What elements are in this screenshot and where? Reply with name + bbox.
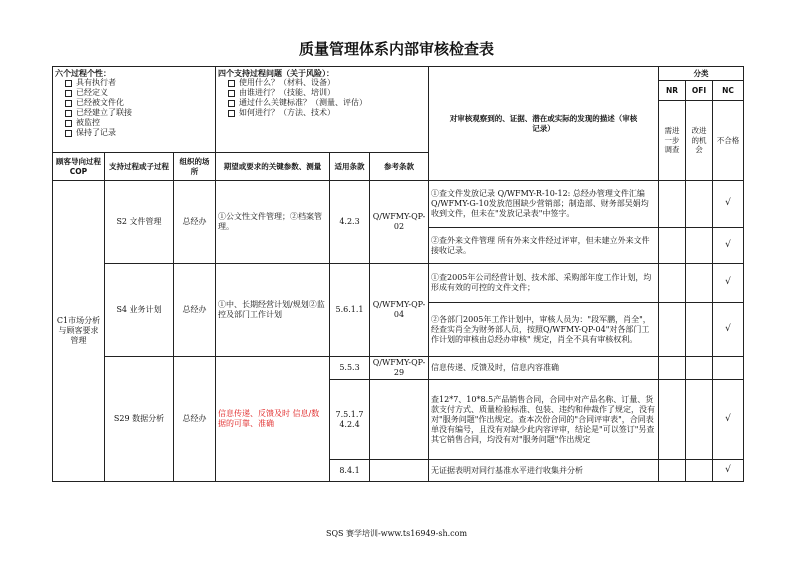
class-desc-nr: 需进一步调查 [659,101,686,181]
process-traits-heading: 六个过程个性： [55,68,111,78]
checkbox-icon[interactable] [228,110,235,117]
ref-cell: Q/WFMY-QP-02 [370,181,429,264]
clause-cell: 5.6.1.1 [330,264,370,357]
nr-cell [659,303,686,357]
findings-header: 对审核观察到的、证据、潜在或实际的发现的描述（审核记录） [429,67,659,181]
question-item: 使用什么？（材料、设备） [239,78,336,87]
question-item: 由谁进行？（技能、培训） [239,88,336,97]
nc-checkmark: √ [713,264,744,303]
checkbox-icon[interactable] [65,100,72,107]
support-process-cell: S4 业务计划 [105,264,174,357]
col-header-dept: 组织的场所 [174,153,216,181]
support-process-cell: S2 文件管理 [105,181,174,264]
ofi-cell [686,380,713,460]
params-cell: ①中、长期经营计划/规划②监控及部门工作计划 [216,264,330,357]
ofi-cell [686,264,713,303]
ofi-cell [686,181,713,228]
nr-cell [659,264,686,303]
table-row [53,357,744,380]
ref-cell [370,460,429,482]
nc-checkmark: √ [713,228,744,264]
nc-cell [713,357,744,380]
class-code-nc: NC [713,81,744,101]
ofi-cell [686,303,713,357]
finding-cell: 无证据表明对同行基准水平进行收集并分析 [429,460,659,482]
dept-cell: 总经办 [174,357,216,482]
col-header-ref: 参考条款 [370,153,429,181]
cop-cell: C1市场分析与顾客要求管理 [53,181,105,482]
table-row [53,181,744,228]
trait-item: 已经被文件化 [76,98,124,107]
footer-text: SQS 赛学培训-www.ts16949-sh.com [325,529,468,538]
dept-cell: 总经办 [174,181,216,264]
dept-cell: 总经办 [174,264,216,357]
trait-item: 已经建立了联接 [76,108,132,117]
col-header-cop: 顾客导向过程 COP [53,153,105,181]
ofi-cell [686,460,713,482]
finding-cell: ②各部门2005年工作计划中，审核人员为："段军鹏，肖全"，经查实肖全为财务部人员，按照Q/WFMY-QP-04"对各部门工作计划的审核由总经办审核" 规定，肖全不具有审核权利。 [429,303,659,357]
trait-item: 保持了记录 [76,128,116,137]
clause-cell: 4.2.3 [330,181,370,264]
class-code-nr: NR [659,81,686,101]
col-header-clause: 适用条款 [330,153,370,181]
support-questions-heading: 四个支持过程问题（关于风险）： [218,68,335,78]
ref-cell [370,380,429,460]
question-item: 如何进行？（方法、技术） [239,108,336,117]
checkbox-icon[interactable] [65,110,72,117]
trait-item: 具有执行者 [76,78,116,87]
clause-cell: 7.5.1.7 4.2.4 [330,380,370,460]
finding-cell: ①查文件发放记录 Q/WFMY-R-10-12: 总经办管理文件汇编Q/WFMY-G-10发放范围缺少营销部；制造部、财务部吴娟均收到文件，但未在"发放记录表"中签字。 [429,181,659,228]
clause-cell: 5.5.3 [330,357,370,380]
class-code-ofi: OFI [686,81,713,101]
process-traits-box [53,67,216,153]
trait-item: 被监控 [76,118,100,127]
checkbox-icon[interactable] [65,80,72,87]
support-process-cell: S29 数据分析 [105,357,174,482]
nc-checkmark: √ [713,181,744,228]
nc-checkmark: √ [713,303,744,357]
class-desc-ofi: 改进的机会 [686,101,713,181]
finding-cell: ②查外来文件管理 所有外来文件经过评审，但未建立外来文件接收记录。 [429,228,659,264]
nc-checkmark: √ [713,460,744,482]
checkbox-icon[interactable] [65,120,72,127]
clause-cell: 8.4.1 [330,460,370,482]
nr-cell [659,460,686,482]
ofi-cell [686,357,713,380]
ref-cell: Q/WFMY-QP-04 [370,264,429,357]
trait-item: 已经定义 [76,88,108,97]
class-desc-nc: 不合格 [713,101,744,181]
nr-cell [659,380,686,460]
checkbox-icon[interactable] [65,90,72,97]
nr-cell [659,357,686,380]
checkbox-icon[interactable] [228,100,235,107]
nr-cell [659,228,686,264]
table-row [53,264,744,303]
params-cell: ①公文性文件管理；②档案管理。 [216,181,330,264]
col-header-params: 期望或要求的关键参数、测量 [216,153,330,181]
finding-cell: 查12*7、10*8.5产品销售合同，合同中对产品名称、订量、货款支付方式、质量检验标准、包装、违约和仲裁作了规定，没有对"服务问题"作出规定。查本次份合同的"合同评审表"，合同表单没有编号，且没有对缺少此内容评审，结论是"可以签订"另查其它销售合同，均没有对"服务问题"作出规定 [429,380,659,460]
support-questions-box [216,67,429,153]
col-header-support: 支持过程或子过程 [105,153,174,181]
checkbox-icon[interactable] [65,130,72,137]
finding-cell: ①查2005年公司经营计划、技术部、采购部年度工作计划，均形成有效的可控的文件文件； [429,264,659,303]
nc-checkmark: √ [713,380,744,460]
question-item: 通过什么关键标准？（测量、评估） [239,98,368,107]
params-cell: 信息传递、反馈及时 信息/数据的可靠、准确 [216,357,330,482]
finding-cell: 信息传递、反馈及时，信息内容准确 [429,357,659,380]
nr-cell [659,181,686,228]
audit-checklist-table [52,66,744,482]
ref-cell: Q/WFMY-QP-29 [370,357,429,380]
checkbox-icon[interactable] [228,80,235,87]
page-title: 质量管理体系内部审核检查表 [298,40,494,58]
classification-header: 分类 [659,67,744,81]
ofi-cell [686,228,713,264]
checkbox-icon[interactable] [228,90,235,97]
